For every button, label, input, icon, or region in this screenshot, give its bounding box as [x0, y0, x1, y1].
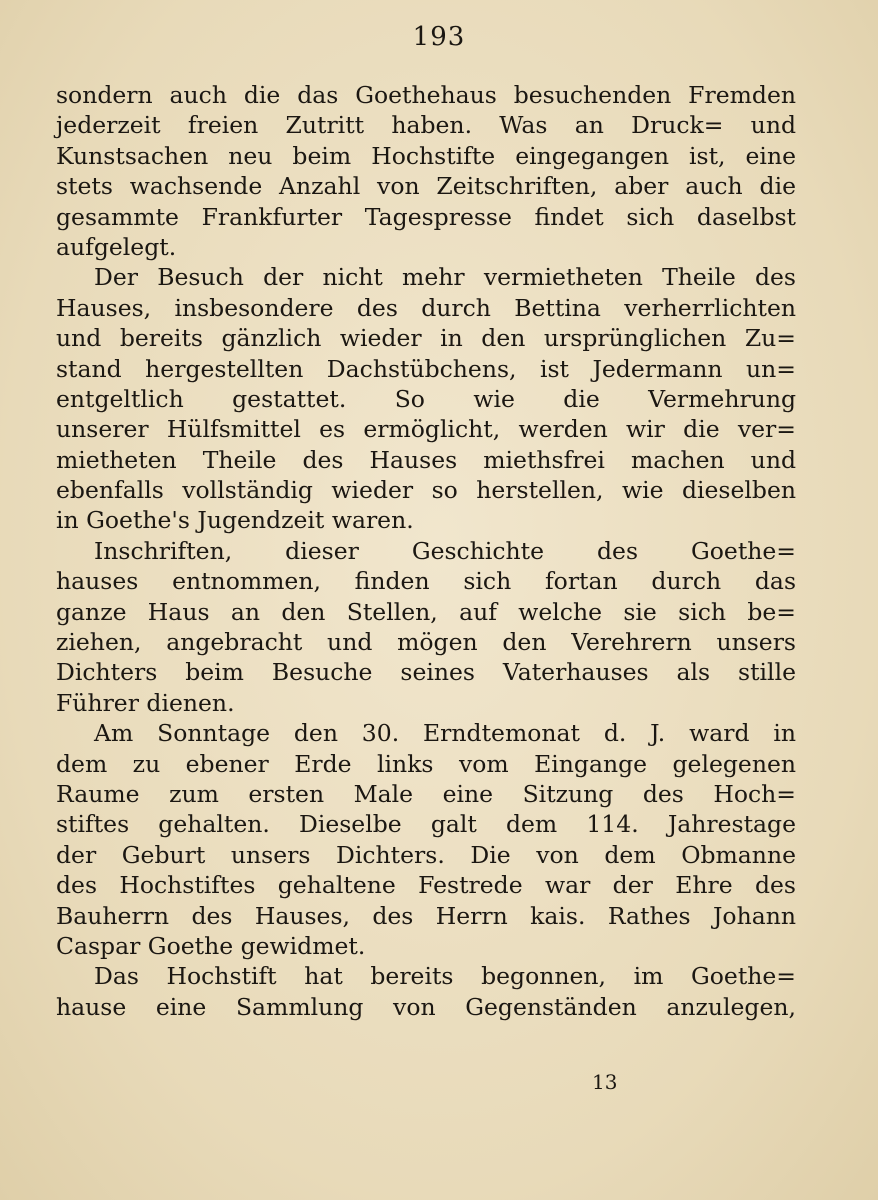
text-line: unserer Hülfsmittel es ermöglicht, werden wir die ver=: [56, 415, 796, 444]
text-line: Hauses, insbesondere des durch Bettina verherrlichten: [56, 293, 796, 322]
text-line: stand hergestellten Dachstübchens, ist Jedermann un=: [56, 354, 796, 383]
text-line: ebenfalls vollständig wieder so herstellen, wie dieselben: [56, 476, 796, 505]
body-text: [56, 80, 796, 1022]
text-line: aufgelegt.: [56, 232, 177, 261]
text-line: Führer dienen.: [56, 688, 235, 717]
text-line: ganze Haus an den Stellen, auf welche sie sich be=: [56, 597, 796, 626]
text-line: Inschriften, dieser Geschichte des Goethe=: [94, 536, 796, 565]
text-line: stiftes gehalten. Dieselbe galt dem 114. Jahrestage: [56, 810, 796, 839]
text-line: Bauherrn des Hauses, des Herrn kais. Rathes Johann: [56, 901, 796, 930]
text-line: Am Sonntage den 30. Erndtemonat d. J. ward in: [94, 719, 796, 748]
text-line: und bereits gänzlich wieder in den ursprünglichen Zu=: [56, 324, 796, 353]
text-line: Caspar Goethe gewidmet.: [56, 931, 366, 960]
text-line: jederzeit freien Zutritt haben. Was an Druck= und: [56, 111, 796, 140]
text-line: Raume zum ersten Male eine Sitzung des Hoch=: [56, 779, 796, 808]
text-line: stets wachsende Anzahl von Zeitschriften, aber auch die: [56, 172, 796, 201]
text-line: dem zu ebener Erde links vom Eingange gelegenen: [56, 749, 796, 778]
text-line: hause eine Sammlung von Gegenständen anzulegen,: [56, 992, 796, 1021]
text-line: hauses entnommen, finden sich fortan durch das: [56, 567, 796, 596]
text-line: in Goethe's Jugendzeit waren.: [56, 506, 414, 535]
text-line: gesammte Frankfurter Tagespresse findet sich daselbst: [56, 202, 796, 231]
text-line: Der Besuch der nicht mehr vermietheten Theile des: [94, 263, 796, 292]
signature-mark: 13: [592, 1070, 618, 1094]
text-line: entgeltlich gestattet. So wie die Vermehrung: [56, 384, 796, 413]
text-line: Kunstsachen neu beim Hochstifte eingegangen ist, eine: [56, 141, 796, 170]
text-line: der Geburt unsers Dichters. Die von dem Obmanne: [56, 840, 796, 869]
text-line: Dichters beim Besuche seines Vaterhauses als stille: [56, 658, 796, 687]
text-line: Das Hochstift hat bereits begonnen, im Goethe=: [94, 962, 796, 991]
text-line: des Hochstiftes gehaltene Festrede war der Ehre des: [56, 871, 796, 900]
page-number: 193: [412, 22, 466, 52]
text-line: ziehen, angebracht und mögen den Verehrern unsers: [56, 628, 796, 657]
text-line: sondern auch die das Goethehaus besuchenden Fremden: [56, 81, 796, 109]
text-line: mietheten Theile des Hauses miethsfrei machen und: [56, 445, 796, 474]
